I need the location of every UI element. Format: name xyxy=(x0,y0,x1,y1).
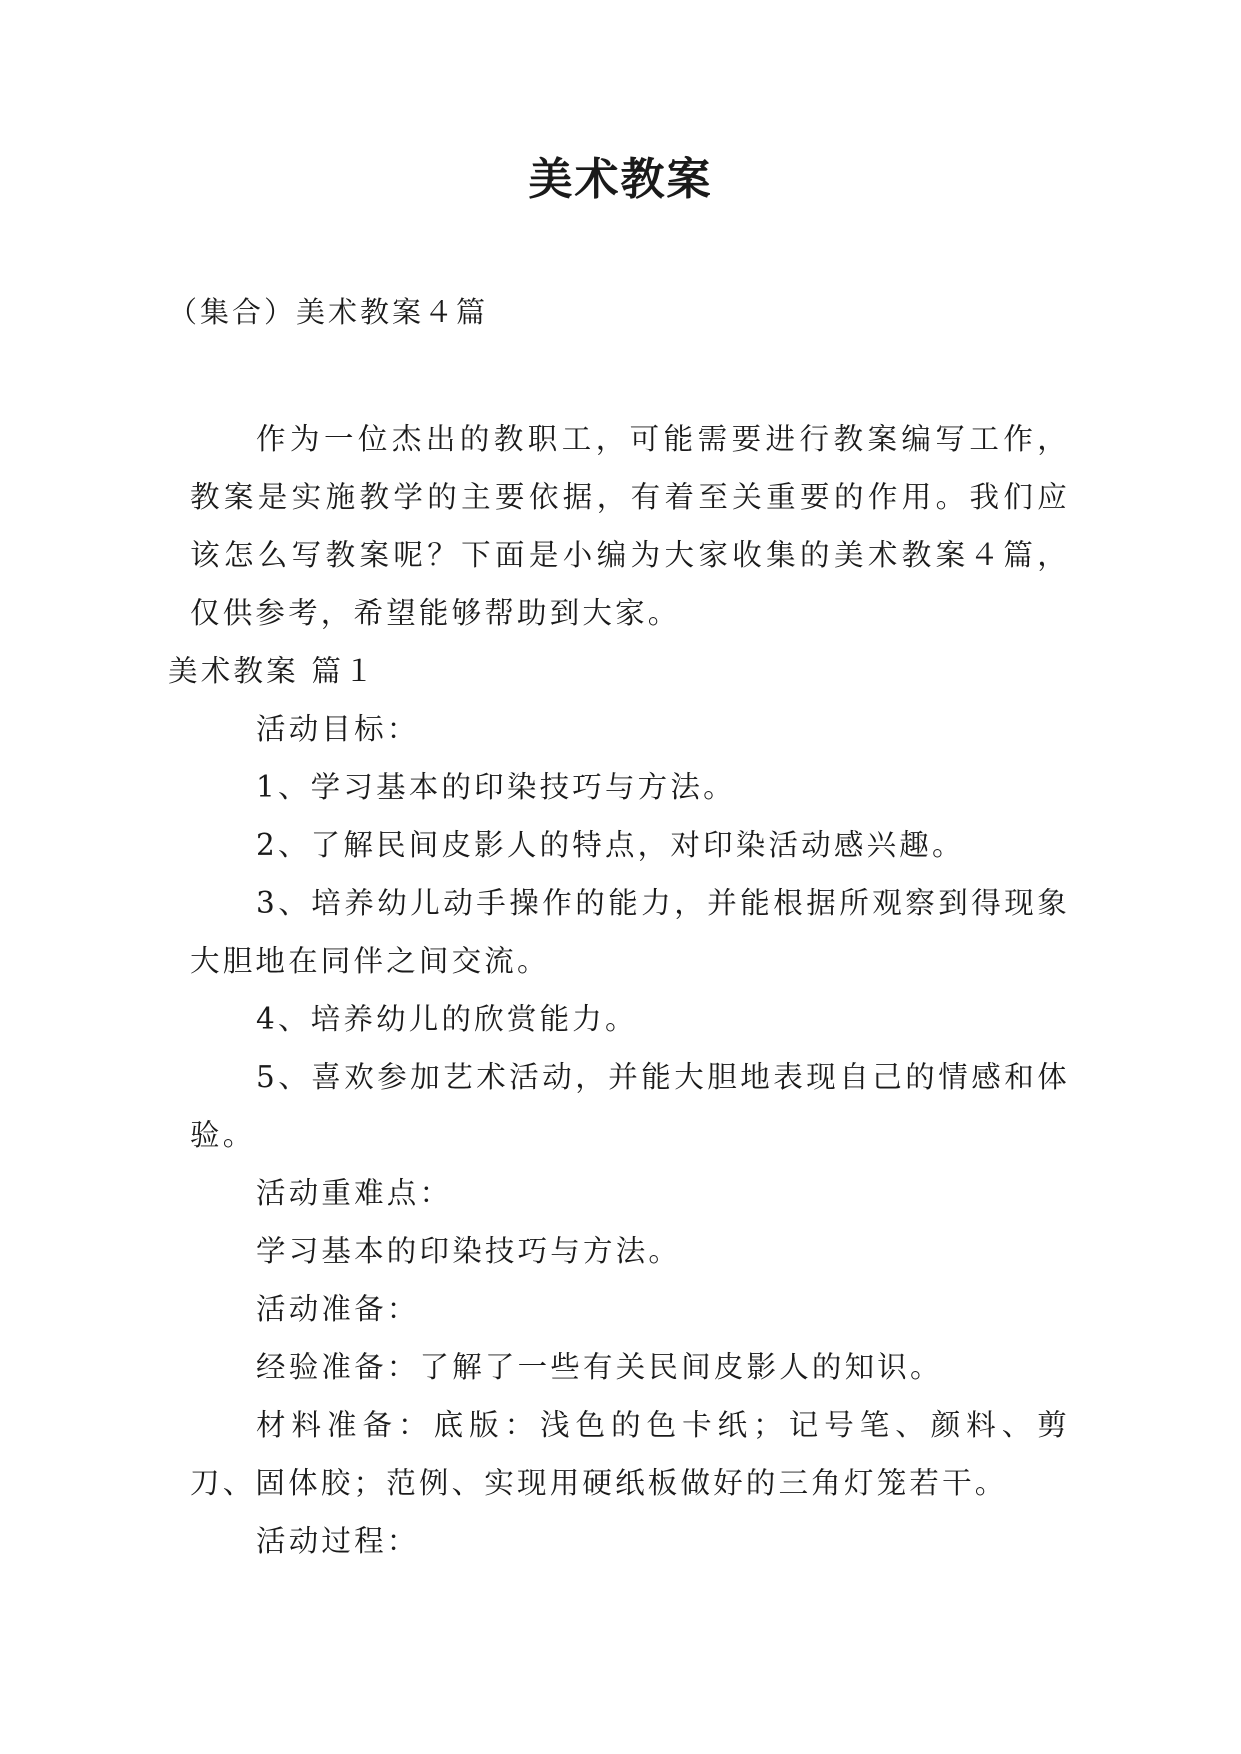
paragraph: 活动准备： xyxy=(256,1292,420,1326)
paragraph: 材料准备：底版：浅色的色卡纸；记号笔、颜料、剪刀、固体胶；范例、实现用硬纸板做好的三角灯笼若干。 xyxy=(190,1408,1070,1500)
paragraph: 活动过程： xyxy=(256,1524,420,1558)
paragraph: 经验准备：了解了一些有关民间皮影人的知识。 xyxy=(256,1350,943,1384)
document-body xyxy=(168,410,1070,1570)
paragraph: 2、了解民间皮影人的特点，对印染活动感兴趣。 xyxy=(256,828,965,862)
paragraph: 1、学习基本的印染技巧与方法。 xyxy=(256,770,736,804)
section-heading: 美术教案 篇１ xyxy=(168,654,377,688)
intro-paragraph: 作为一位杰出的教职工，可能需要进行教案编写工作，教案是实施教学的主要依据，有着至关重要的作用。我们应该怎么写教案呢？下面是小编为大家收集的美术教案４篇，仅供参考，希望能够帮助到大家。 xyxy=(190,422,1070,630)
document-title: 美术教案 xyxy=(528,154,713,205)
document-subtitle: （集合）美术教案４篇 xyxy=(168,295,489,329)
paragraph: 4、培养幼儿的欣赏能力。 xyxy=(256,1002,638,1036)
paragraph: 5、喜欢参加艺术活动，并能大胆地表现自己的情感和体验。 xyxy=(190,1060,1070,1152)
paragraph: 活动重难点： xyxy=(256,1176,453,1210)
paragraph: 3、培养幼儿动手操作的能力，并能根据所观察到得现象大胆地在同伴之间交流。 xyxy=(190,886,1070,978)
paragraph: 学习基本的印染技巧与方法。 xyxy=(256,1234,682,1268)
paragraph: 活动目标： xyxy=(256,712,420,746)
